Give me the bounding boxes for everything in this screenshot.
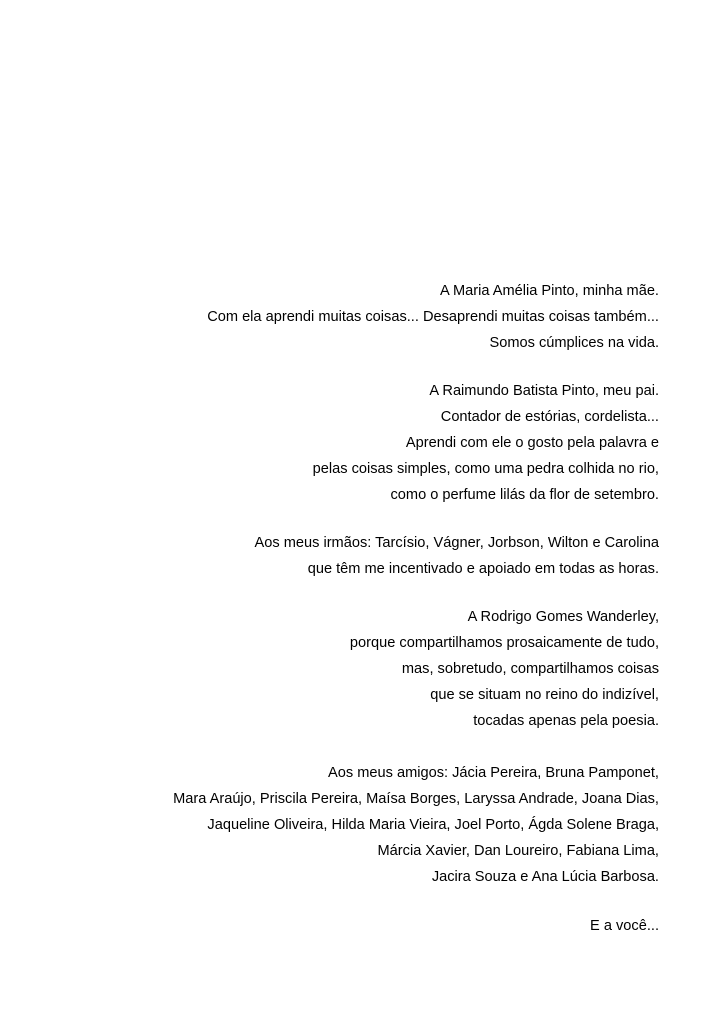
dedication-line: Aos meus amigos: Jácia Pereira, Bruna Pamponet, [328,765,659,781]
dedication-line: mas, sobretudo, compartilhamos coisas [401,661,659,677]
dedication-line: Aos meus irmãos: Tarcísio, Vágner, Jorbson, Wilton e Carolina [254,535,659,551]
dedication-line: A Rodrigo Gomes Wanderley, [467,609,659,625]
dedication-rodrigo [39,604,659,734]
dedication-line: E a você... [590,918,659,934]
dedication-you [39,913,659,939]
dedication-line: Com ela aprendi muitas coisas... Desaprendi muitas coisas também... [207,309,659,325]
dedication-line: Contador de estórias, cordelista... [440,409,659,425]
dedication-siblings [39,530,659,582]
dedication-line: que se situam no reino do indizível, [430,687,659,703]
dedication-line: como o perfume lilás da flor de setembro. [390,487,659,503]
dedication-line: tocadas apenas pela poesia. [473,713,659,729]
dedication-line: Mara Araújo, Priscila Pereira, Maísa Borges, Laryssa Andrade, Joana Dias, [173,791,659,807]
dedication-line: porque compartilhamos prosaicamente de tudo, [349,635,659,651]
dedication-father [39,378,659,508]
dedication-line: A Raimundo Batista Pinto, meu pai. [429,383,659,399]
dedication-line: que têm me incentivado e apoiado em todas as horas. [307,561,659,577]
dedication-line: Márcia Xavier, Dan Loureiro, Fabiana Lima, [377,843,659,859]
dedication-line: A Maria Amélia Pinto, minha mãe. [439,283,659,299]
dedication-line: Jacira Souza e Ana Lúcia Barbosa. [431,869,659,885]
dedication-line: Jaqueline Oliveira, Hilda Maria Vieira, Joel Porto, Ágda Solene Braga, [207,817,659,833]
dedication-line: Somos cúmplices na vida. [489,335,659,351]
dedication-friends [39,760,659,890]
dedication-mother [39,278,659,356]
dedication-line: Aprendi com ele o gosto pela palavra e [405,435,659,451]
dedication-line: pelas coisas simples, como uma pedra colhida no rio, [312,461,659,477]
